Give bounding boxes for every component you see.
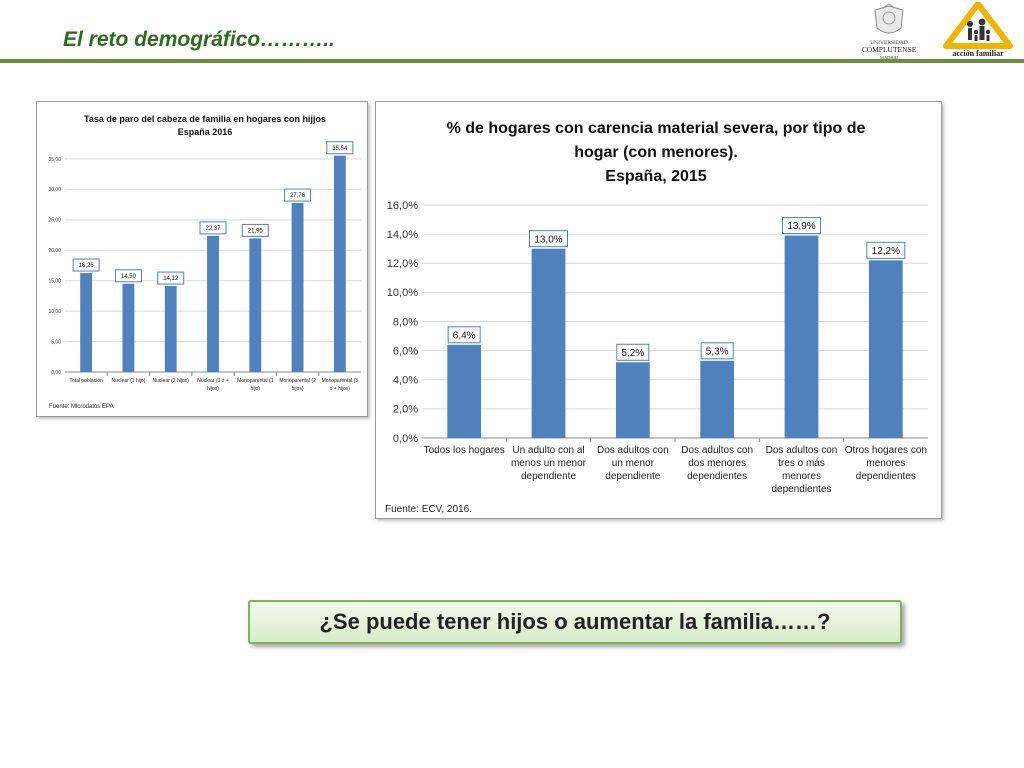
x-category-label: dependientes: [771, 484, 832, 495]
y-tick-label: 0,0%: [392, 432, 418, 445]
bar: [249, 238, 261, 372]
data-label: 22,37: [205, 226, 221, 233]
data-label: 12,2%: [871, 245, 901, 257]
svg-text:COMPLUTENSE: COMPLUTENSE: [861, 45, 917, 54]
x-category-label: Monoparental (1: [237, 378, 274, 384]
bar: [80, 273, 92, 372]
question-text: ¿Se puede tener hijos o aumentar la familia……?: [319, 609, 831, 634]
x-category-label: Dos adultos con: [681, 445, 754, 456]
material-deprivation-bar-chart: [376, 102, 941, 518]
y-tick-label: 10,0%: [386, 287, 418, 300]
data-label: 14,50: [120, 273, 136, 280]
y-tick-label: 14,0%: [386, 228, 418, 241]
x-category-label: menos un menor: [510, 458, 587, 469]
chart-title: España, 2015: [605, 168, 707, 185]
accion-familiar-logo: [940, 2, 1016, 60]
data-label: 13,9%: [787, 221, 816, 233]
unemployment-bar-chart: [37, 102, 367, 416]
y-tick-label: 10,00: [48, 308, 61, 315]
chart-source-note: Fuente: ECV, 2016.: [385, 504, 472, 515]
y-tick-label: 25,00: [48, 217, 61, 224]
x-category-label: dependiente: [520, 471, 577, 482]
x-category-label: Nuclear (3 o +: [197, 378, 229, 384]
y-tick-label: 5,00: [51, 339, 61, 346]
x-category-label: dos menores: [688, 458, 747, 469]
y-tick-label: 12,0%: [386, 258, 418, 271]
bar: [207, 236, 219, 372]
bar: [785, 236, 819, 438]
y-tick-label: 30,00: [48, 187, 61, 194]
x-category-label: dependientes: [855, 471, 916, 482]
x-category-label: Nuclear (2 hijos): [152, 378, 189, 384]
x-category-label: Dos adultos con: [596, 445, 669, 456]
x-category-label: menores: [866, 458, 906, 469]
x-category-label: Un adulto con al: [512, 445, 585, 456]
y-tick-label: 35,00: [48, 156, 61, 163]
svg-text:UNIVERSIDAD: UNIVERSIDAD: [870, 40, 908, 46]
x-category-label: Dos adultos con: [765, 445, 838, 456]
data-label: 6,4%: [452, 330, 476, 342]
chart-title: % de hogares con carencia material severa, por tipo de: [446, 120, 866, 137]
x-category-label: Total población: [69, 378, 103, 384]
x-category-label: Nuclear (1 hijo): [111, 378, 146, 384]
unemployment-chart-panel: [36, 101, 368, 417]
y-tick-label: 4,0%: [392, 374, 418, 387]
data-label: 5,3%: [705, 346, 729, 358]
ucm-logo: [855, 2, 923, 60]
x-category-label: hijos): [291, 386, 304, 392]
data-label: 35,54: [332, 145, 348, 152]
x-category-label: tres o más: [778, 458, 825, 469]
data-label: 16,26: [78, 263, 94, 270]
y-tick-label: 15,00: [48, 278, 61, 285]
x-category-label: un menor: [611, 458, 654, 469]
x-category-label: dependiente: [605, 471, 661, 482]
bar: [447, 345, 481, 438]
x-category-label: o + hijos): [329, 386, 351, 392]
data-label: 5,2%: [621, 347, 645, 359]
x-category-label: Otros hogares con: [844, 445, 927, 456]
chart-title: Tasa de paro del cabeza de familia en hogares con hijjos: [84, 114, 326, 124]
data-label: 14,12: [163, 276, 179, 283]
x-category-label: menores: [782, 471, 821, 482]
bar: [165, 286, 177, 372]
y-tick-label: 6,0%: [392, 345, 418, 358]
x-category-label: Monoparental (3: [321, 378, 359, 384]
question-callout: [248, 600, 902, 644]
bar: [869, 260, 903, 438]
bar: [532, 249, 566, 438]
chart-title: hogar (con menores).: [574, 144, 738, 161]
data-label: 13,0%: [534, 234, 563, 246]
y-tick-label: 2,0%: [392, 403, 418, 416]
svg-text:MADRID: MADRID: [879, 55, 899, 60]
y-tick-label: 16,0%: [386, 199, 418, 212]
chart-subtitle: España 2016: [177, 127, 233, 137]
chart-source-note: Fuente: Microdatos EPA: [49, 404, 114, 410]
bar: [616, 362, 650, 438]
x-category-label: hijo): [250, 386, 261, 392]
y-tick-label: 8,0%: [392, 316, 418, 329]
bar: [292, 203, 304, 372]
data-label: 21,95: [247, 228, 263, 235]
x-category-label: hijos): [207, 386, 219, 392]
x-category-label: Monoparental (2: [279, 378, 316, 384]
y-tick-label: 20,00: [48, 248, 61, 255]
y-tick-label: 0,00: [51, 369, 61, 376]
bar: [700, 361, 734, 438]
x-category-label: dependientes: [687, 471, 748, 482]
bar: [123, 284, 135, 372]
data-label: 27,76: [290, 193, 306, 200]
bar: [334, 156, 346, 372]
svg-text:acción familiar: acción familiar: [952, 49, 1004, 58]
material-deprivation-chart-panel: [375, 101, 942, 519]
slide-title: El reto demográfico………..: [63, 28, 335, 51]
x-category-label: Todos los hogares: [423, 445, 505, 456]
